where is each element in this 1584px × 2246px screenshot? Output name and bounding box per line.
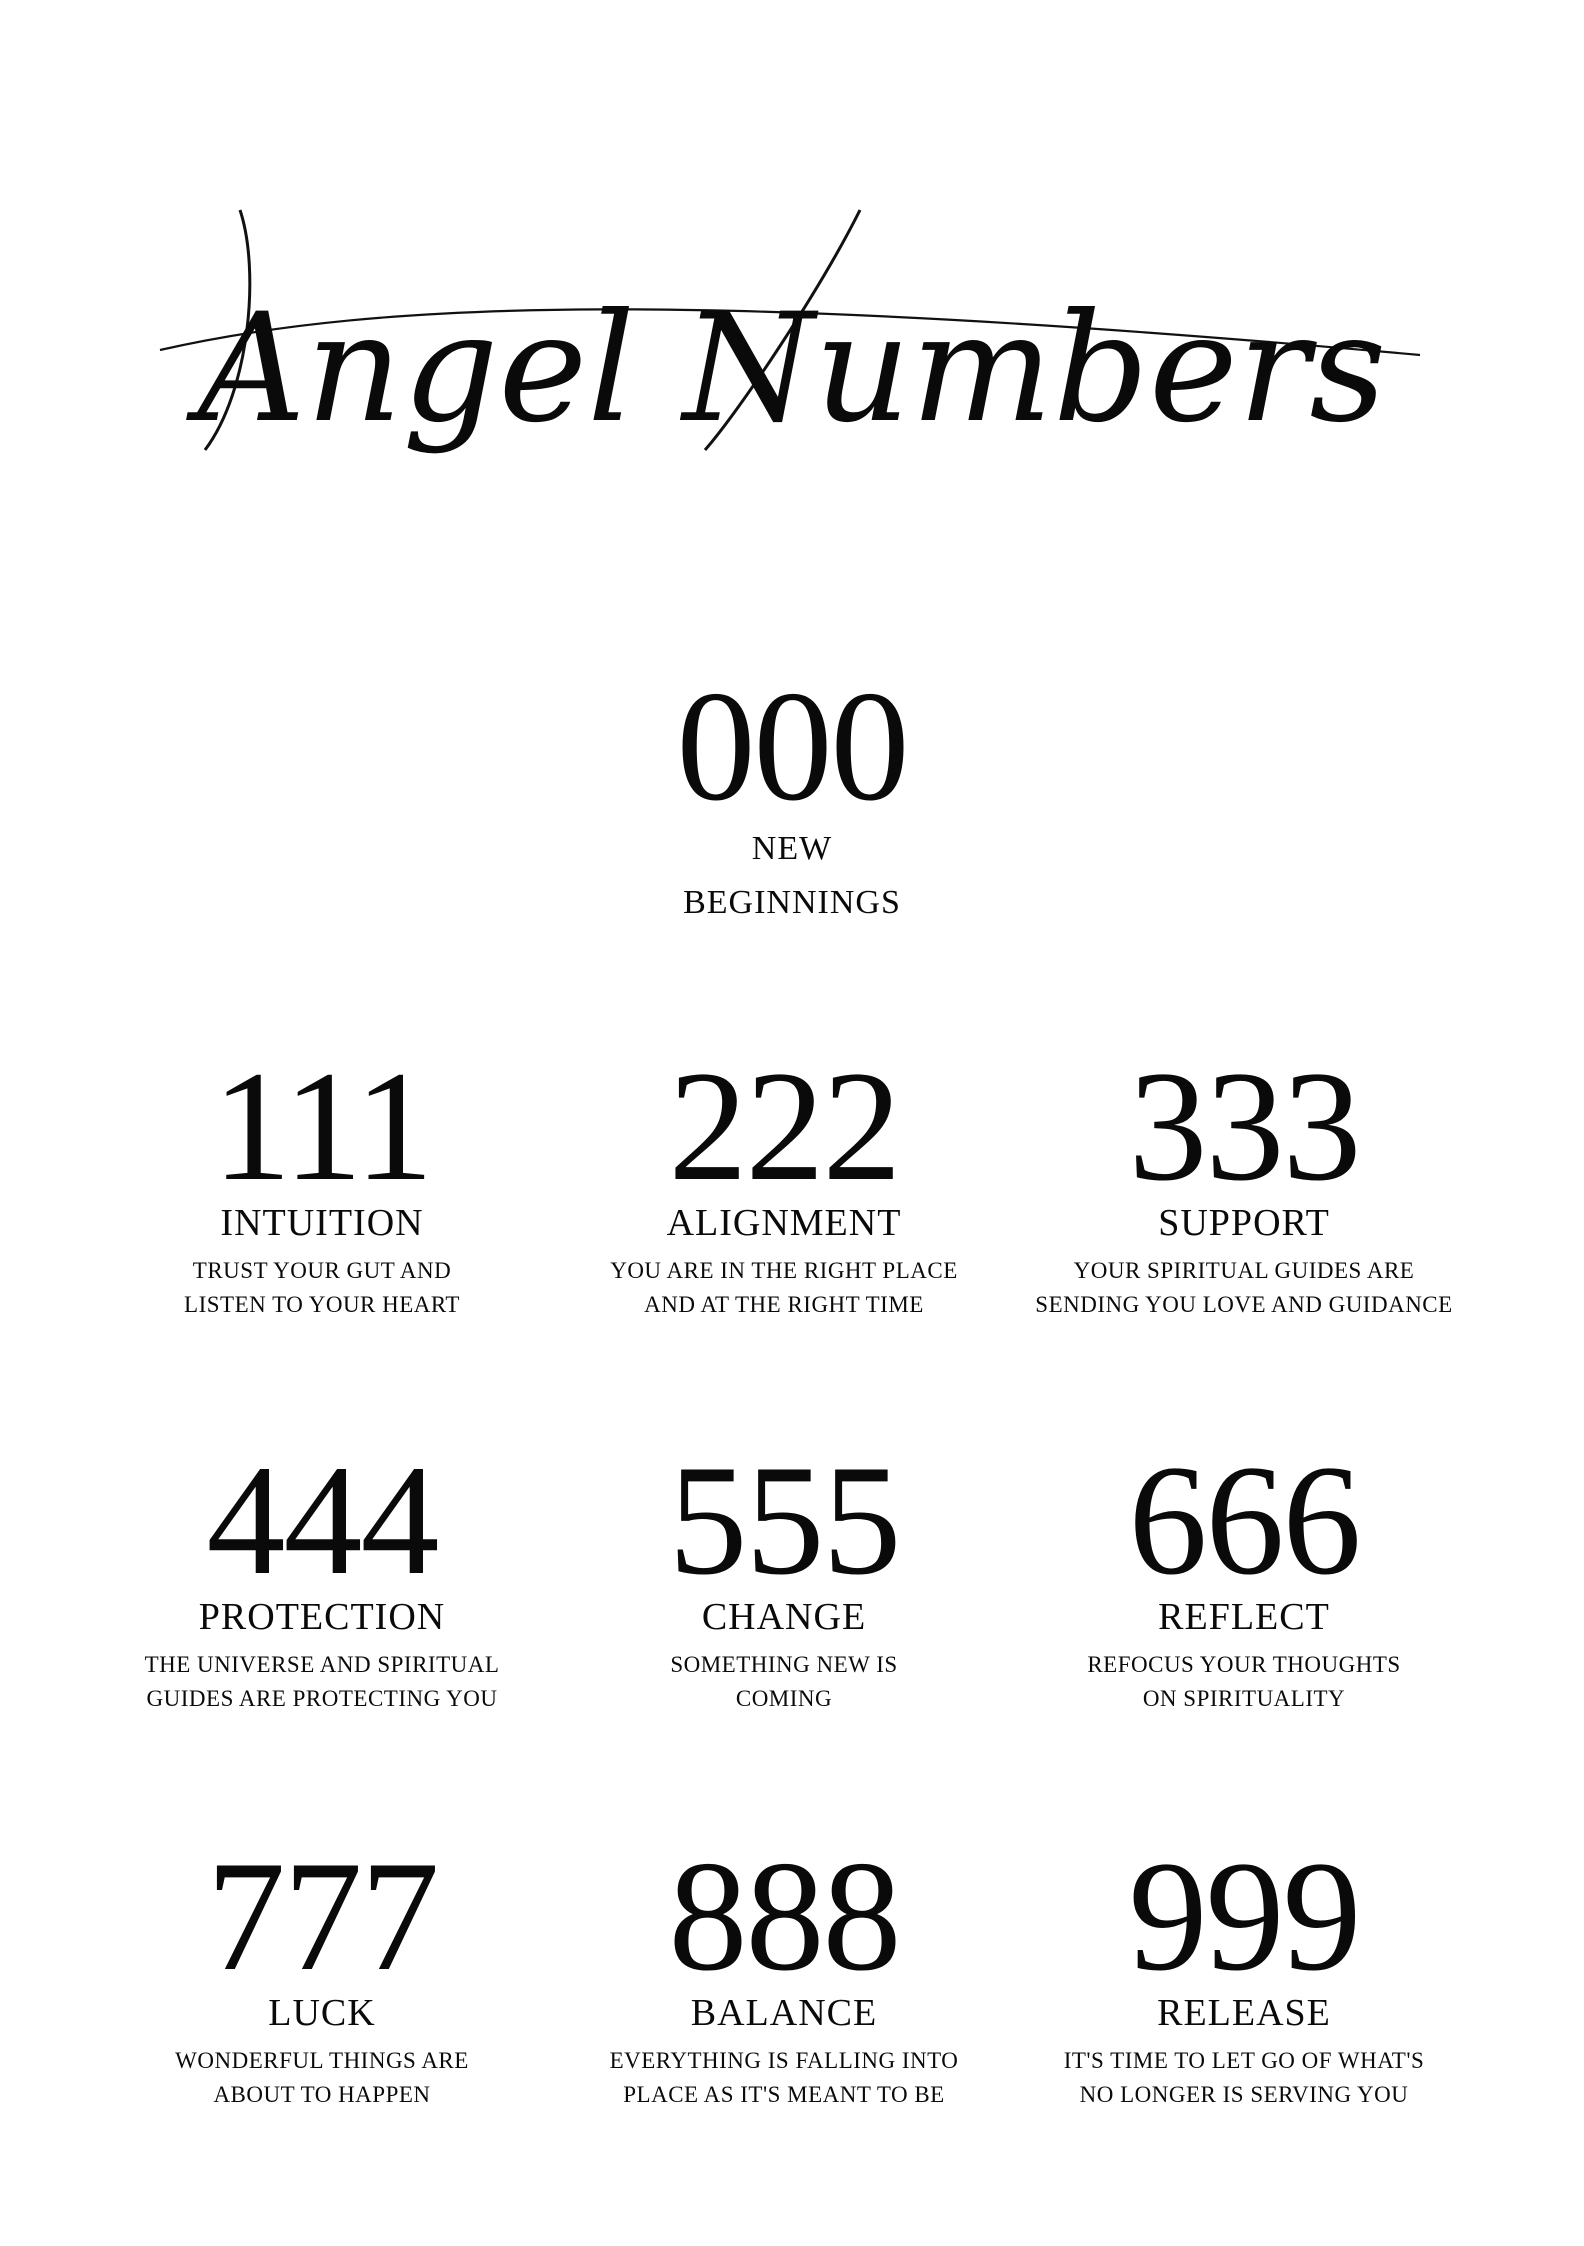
angel-number-description: REFOCUS YOUR THOUGHTS ON SPIRITUALITY [1087, 1651, 1401, 1711]
poster-title-text: Angel Numbers [197, 282, 1387, 456]
angel-number-label: ALIGNMENT [666, 1202, 902, 1244]
angel-number-card-111 [92, 1039, 552, 1322]
angel-number-card-666 [1014, 1433, 1474, 1716]
angel-number: 444 [206, 1433, 438, 1608]
angel-number-label: CHANGE [701, 1596, 867, 1638]
angel-number-description: EVERYTHING IS FALLING INTO PLACE AS IT'S MEANT TO BE [609, 2047, 959, 2107]
angel-number-card-999 [1014, 1829, 1474, 2112]
poster-title [0, 150, 1584, 530]
angel-number-label: REFLECT [1158, 1596, 1330, 1638]
angel-number-card-333 [1014, 1039, 1474, 1322]
angel-number-label: PROTECTION [198, 1596, 446, 1638]
angel-number-card-555 [554, 1433, 1014, 1716]
angel-number: 666 [1128, 1433, 1360, 1608]
angel-number-description: TRUST YOUR GUT AND LISTEN TO YOUR HEART [184, 1257, 460, 1317]
angel-number-card-444 [92, 1433, 552, 1716]
angel-number: 333 [1128, 1039, 1360, 1214]
angel-number-label: NEW BEGINNINGS [683, 830, 901, 921]
angel-number: 777 [206, 1829, 438, 2004]
angel-number-label: LUCK [268, 1992, 376, 2034]
angel-number-label: RELEASE [1157, 1992, 1331, 2034]
angel-number-description: THE UNIVERSE AND SPIRITUAL GUIDES ARE PROTECTING YOU [144, 1651, 500, 1711]
angel-number-label: INTUITION [220, 1202, 424, 1244]
angel-number-card-777 [92, 1829, 552, 2112]
angel-number: 111 [212, 1039, 432, 1214]
angel-number-card-222 [554, 1039, 1014, 1322]
angel-number: 555 [668, 1433, 900, 1608]
angel-number-card-888 [554, 1829, 1014, 2112]
angel-number: 222 [668, 1039, 900, 1214]
angel-number: 888 [668, 1829, 900, 2004]
angel-number: 999 [1128, 1829, 1360, 2004]
angel-number-description: WONDERFUL THINGS ARE ABOUT TO HAPPEN [175, 2047, 469, 2107]
angel-number-label: SUPPORT [1158, 1202, 1330, 1244]
angel-number-label: BALANCE [690, 1992, 878, 2034]
angel-number-description: SOMETHING NEW IS COMING [670, 1651, 898, 1711]
angel-number-description: IT'S TIME TO LET GO OF WHAT'S NO LONGER IS SERVING YOU [1063, 2047, 1425, 2107]
angel-number-card-000 [562, 659, 1022, 930]
angel-number-description: YOUR SPIRITUAL GUIDES ARE SENDING YOU LOVE AND GUIDANCE [1035, 1257, 1453, 1317]
angel-number: 000 [676, 659, 908, 834]
angel-number-description: YOU ARE IN THE RIGHT PLACE AND AT THE RIGHT TIME [610, 1257, 958, 1317]
